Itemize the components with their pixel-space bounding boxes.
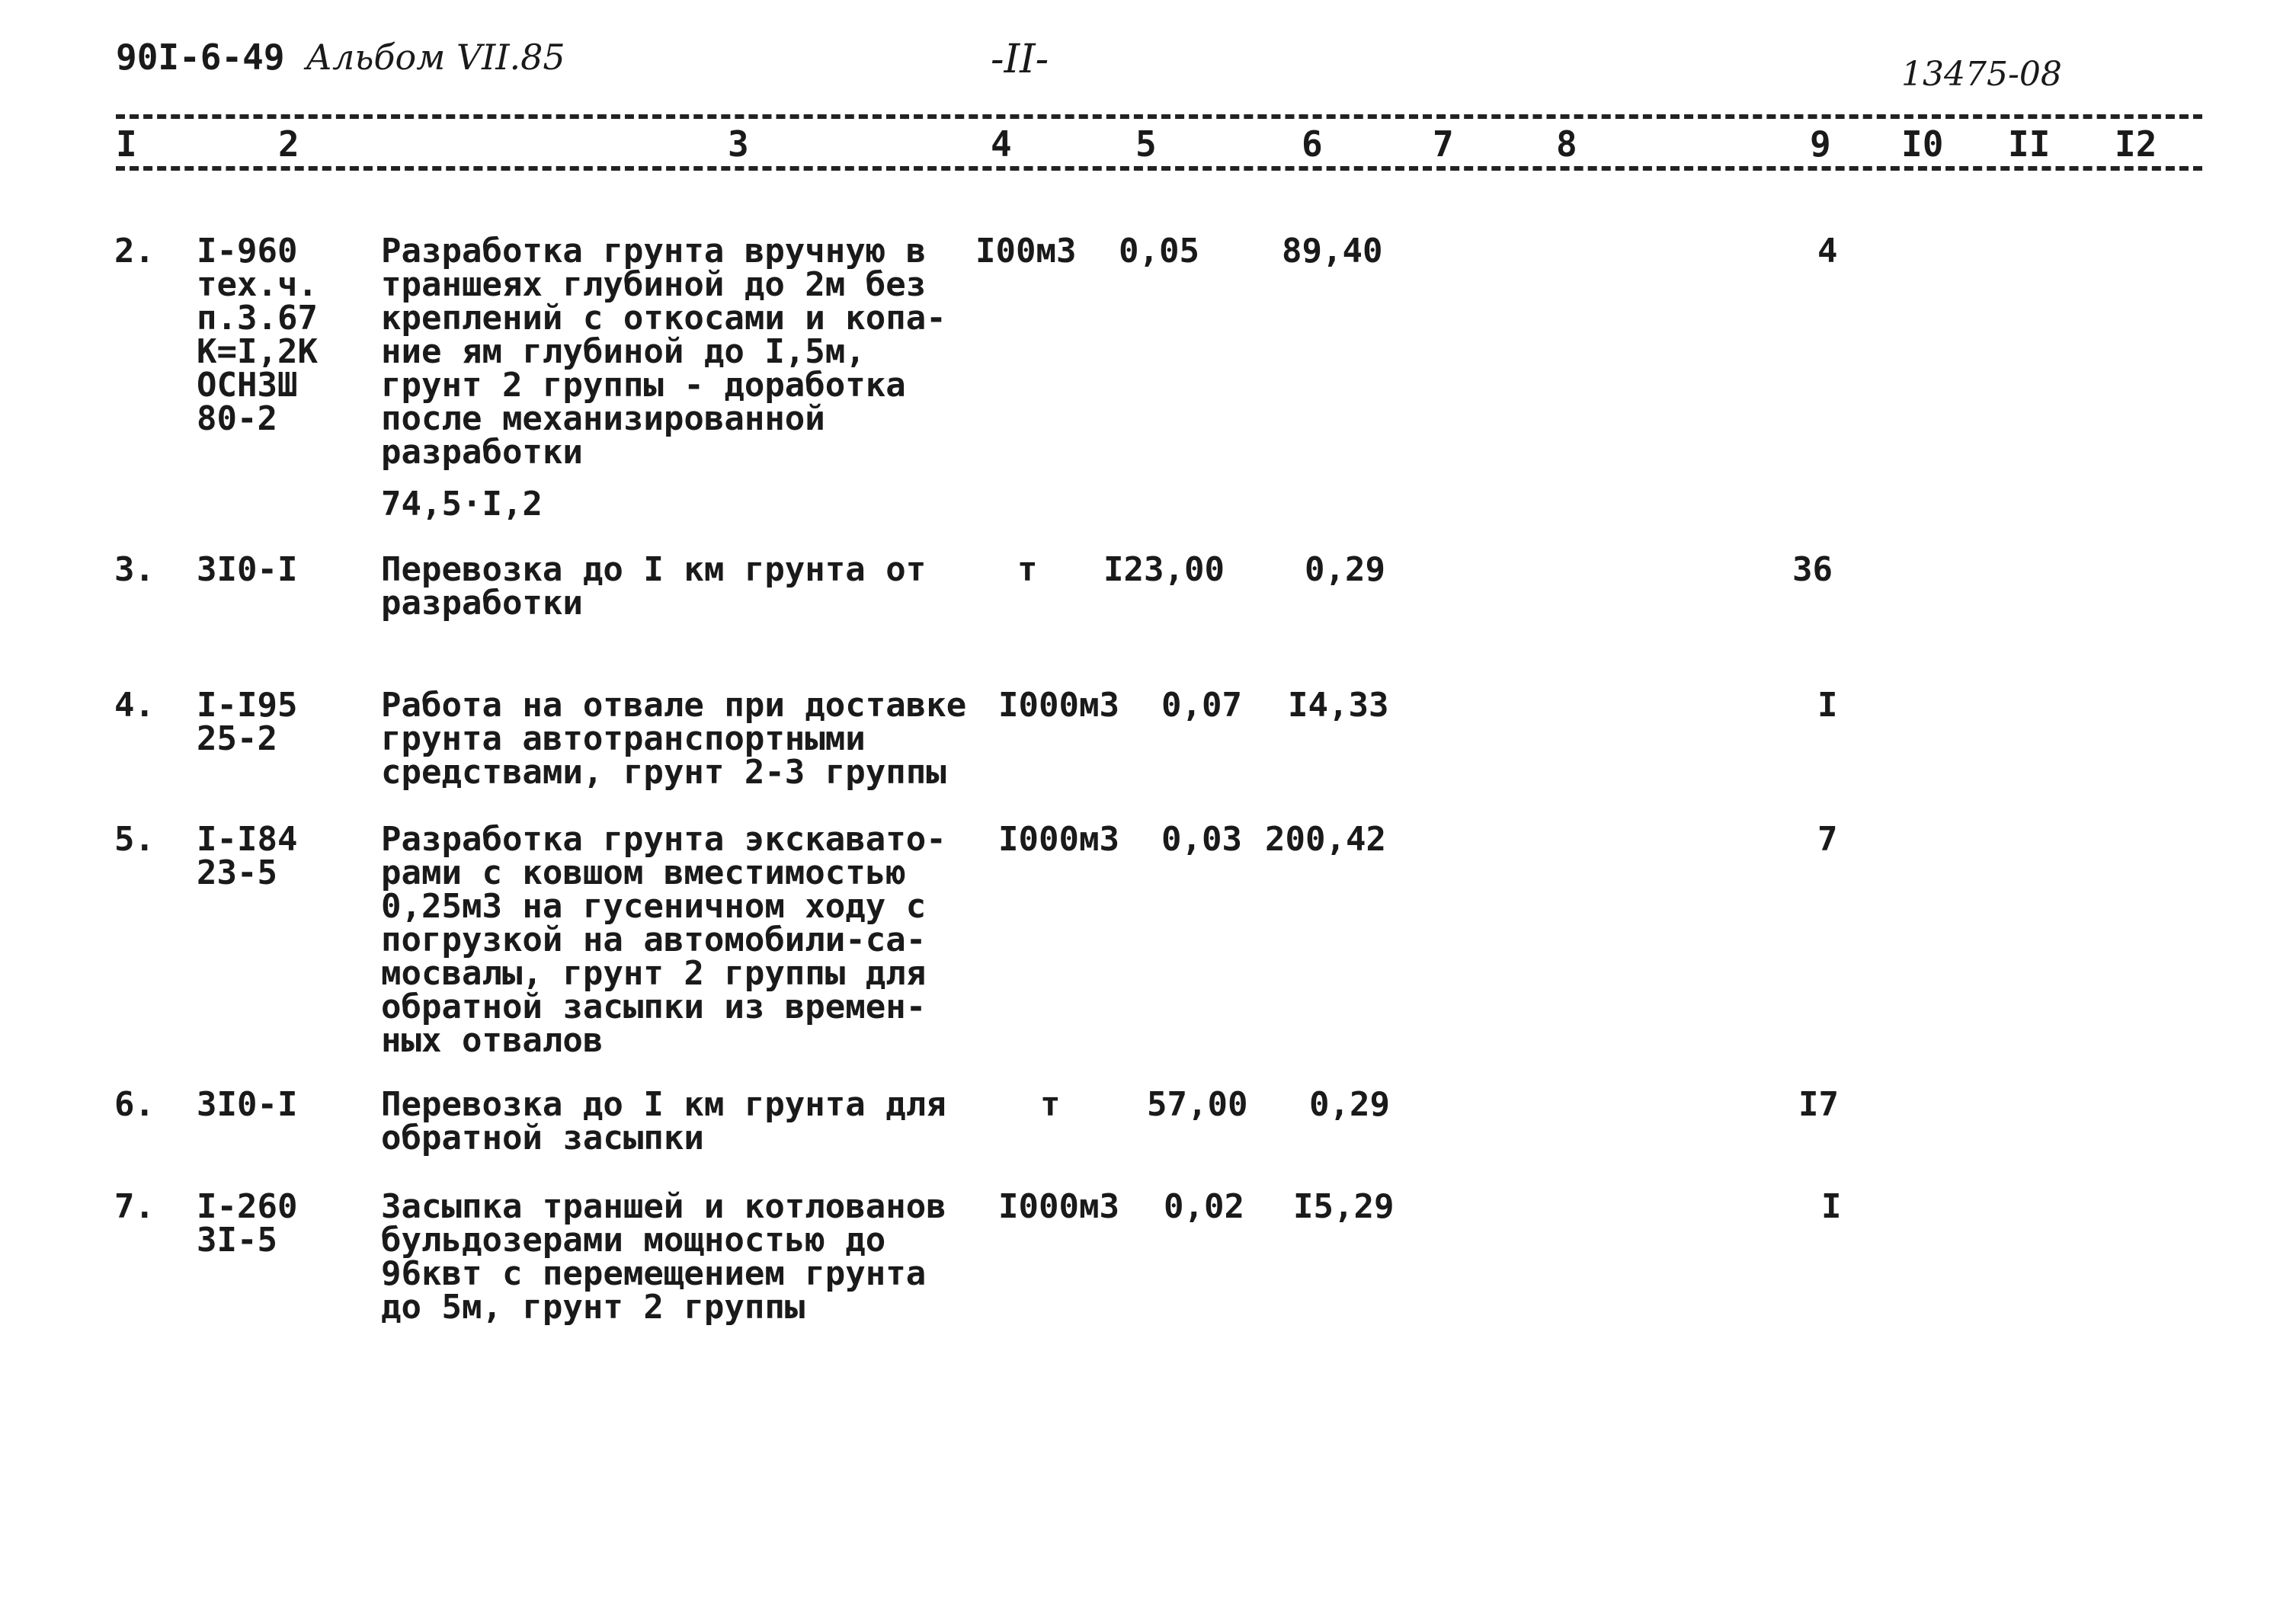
top-rule bbox=[116, 114, 2202, 119]
norm-code: I-260 3I-5 bbox=[197, 1187, 298, 1260]
quantity: 0,03 bbox=[1161, 820, 1242, 859]
quantity-formula: 74,5·I,2 bbox=[381, 485, 543, 523]
row-number: 5. bbox=[114, 820, 155, 859]
column-number-8: 8 bbox=[1556, 123, 1577, 165]
total-cost: I bbox=[1817, 686, 1838, 725]
norm-code: I-960 тех.ч. п.3.67 К=I,2К ОСНЗШ 80-2 bbox=[197, 232, 318, 438]
column-number-10: I0 bbox=[1901, 123, 1944, 165]
series-code: 90I-6-49 bbox=[116, 37, 285, 78]
column-number-7: 7 bbox=[1433, 123, 1454, 165]
work-description: Перевозка до I км грунта для обратной засыпки bbox=[381, 1085, 946, 1157]
unit-price: 89,40 bbox=[1282, 232, 1383, 271]
norm-code: 3I0-I bbox=[197, 550, 298, 589]
unit: I000м3 bbox=[998, 686, 1119, 725]
work-description: Разработка грунта вручную в траншеях глубиной до 2м без креплений с откосами и копа- ние ям глубиной до I,5м, грунт 2 группы - доработка после механизированной разработки bbox=[381, 232, 946, 472]
work-description: Разработка грунта экскавато- рами с ковшом вместимостью 0,25м3 на гусеничном ходу с погрузкой на автомобили-са- мосвалы, грунт 2 группы для обратной засыпки из времен- ных отвалов bbox=[381, 820, 946, 1060]
album-label: Альбом VII.85 bbox=[306, 37, 565, 78]
column-number-3: 3 bbox=[728, 123, 749, 165]
unit-price: I4,33 bbox=[1288, 686, 1389, 725]
unit: т bbox=[1040, 1085, 1061, 1124]
quantity: 57,00 bbox=[1147, 1085, 1248, 1124]
document-number: 13475-08 bbox=[1901, 55, 2062, 94]
page-number: -II- bbox=[991, 37, 1049, 82]
work-description: Работа на отвале при доставке грунта автотранспортными средствами, грунт 2-3 группы bbox=[381, 686, 967, 792]
column-number-9: 9 bbox=[1810, 123, 1831, 165]
row-number: 6. bbox=[114, 1085, 155, 1124]
unit: I00м3 bbox=[975, 232, 1077, 271]
total-cost: 4 bbox=[1817, 232, 1838, 271]
total-cost: I bbox=[1821, 1187, 1842, 1226]
row-number: 7. bbox=[114, 1187, 155, 1226]
row-number: 2. bbox=[114, 232, 155, 271]
norm-code: I-I95 25-2 bbox=[197, 686, 298, 758]
work-description: Перевозка до I км грунта от разработки bbox=[381, 550, 927, 623]
column-number-11: II bbox=[2008, 123, 2051, 165]
work-description: Засыпка траншей и котлованов бульдозерами мощностью до 96квт с перемещением грунта до 5м, грунт 2 группы bbox=[381, 1187, 946, 1327]
row-number: 4. bbox=[114, 686, 155, 725]
quantity: 0,05 bbox=[1119, 232, 1199, 271]
unit-price: 0,29 bbox=[1309, 1085, 1390, 1124]
column-number-1: I bbox=[116, 123, 137, 165]
total-cost: I7 bbox=[1798, 1085, 1839, 1124]
unit-price: 200,42 bbox=[1265, 820, 1386, 859]
unit: т bbox=[1017, 550, 1038, 589]
norm-code: 3I0-I bbox=[197, 1085, 298, 1124]
unit: I000м3 bbox=[998, 1187, 1119, 1226]
unit-price: 0,29 bbox=[1305, 550, 1385, 589]
column-number-12: I2 bbox=[2115, 123, 2157, 165]
header-bottom-rule bbox=[116, 166, 2202, 171]
quantity: 0,07 bbox=[1161, 686, 1242, 725]
document-code bbox=[116, 37, 565, 78]
column-number-4: 4 bbox=[991, 123, 1012, 165]
column-number-6: 6 bbox=[1302, 123, 1323, 165]
quantity: I23,00 bbox=[1103, 550, 1225, 589]
unit-price: I5,29 bbox=[1293, 1187, 1395, 1226]
total-cost: 7 bbox=[1817, 820, 1838, 859]
quantity: 0,02 bbox=[1164, 1187, 1244, 1226]
total-cost: 36 bbox=[1792, 550, 1833, 589]
row-number: 3. bbox=[114, 550, 155, 589]
unit: I000м3 bbox=[998, 820, 1119, 859]
column-number-2: 2 bbox=[278, 123, 299, 165]
column-number-5: 5 bbox=[1135, 123, 1157, 165]
norm-code: I-I84 23-5 bbox=[197, 820, 298, 892]
